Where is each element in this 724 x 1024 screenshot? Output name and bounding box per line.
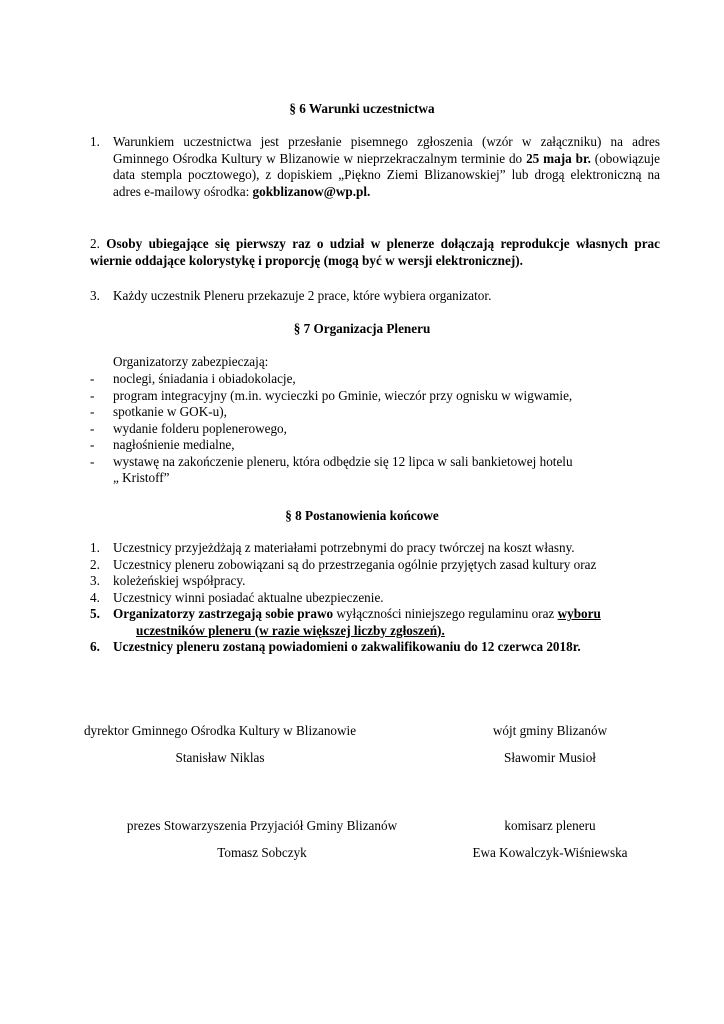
s6-email: gokblizanow@wp.pl. [252, 183, 371, 199]
dash-bullet: - [90, 371, 95, 386]
dash-bullet: - [90, 453, 95, 469]
dash-bullet: - [90, 404, 95, 419]
item-number: 4. [90, 589, 100, 605]
list-item-text: spotkanie w GOK-u), [113, 404, 227, 419]
dash-bullet: - [90, 387, 95, 403]
item-number: 1. [90, 540, 100, 555]
list-item [90, 590, 670, 607]
s6-item-1-number: 1. [90, 134, 100, 149]
s6-deadline: 25 maja br. [526, 150, 591, 166]
item-number: 5. [90, 606, 100, 621]
section-8-heading: § 8 Postanowienia końcowe [285, 508, 439, 523]
list-item [90, 639, 670, 656]
list-item [90, 421, 660, 438]
s6-item-1-text-b: (obowiązuje data stempla pocztowego), z dopiskiem „Piękno Ziemi Blizanowskiej” lub drogą elektroniczną na adres e-mailowy ośrodka: [113, 150, 660, 199]
item-5-bold-text: Organizatorzy zastrzegają sobie prawo [113, 606, 334, 621]
signature-president-role: prezes Stowarzyszenia Przyjaciół Gminy Blizanów [126, 818, 398, 833]
list-item-text: nagłośnienie medialne, [113, 437, 235, 452]
list-item [90, 371, 660, 388]
s6-item-2 [90, 236, 660, 269]
list-item-text: noclegi, śniadania i obiadokolacje, [113, 371, 296, 386]
item-5-underlined-text: wyboru [557, 606, 601, 621]
list-item-text: wystawę na zakończenie pleneru, która odbędzie się 12 lipca w sali bankietowej hotelu [113, 453, 573, 469]
item-number: 6. [90, 639, 100, 654]
s6-item-3-text: Każdy uczestnik Pleneru przekazuje 2 prace, które wybiera organizator. [113, 288, 492, 303]
item-number: 2. [90, 556, 100, 572]
list-item [90, 454, 660, 487]
list-item [90, 404, 660, 421]
signature-president-name: Tomasz Sobczyk [217, 845, 307, 860]
list-item [90, 540, 670, 557]
item-5-normal-text: wyłączności niniejszego regulaminu oraz [333, 606, 558, 621]
list-item [90, 573, 670, 590]
list-item-text: program integracyjny (m.in. wycieczki po Gminie, wieczór przy ognisku w wigwamie, [113, 387, 573, 403]
s6-item-1-text [113, 134, 660, 200]
item-5-continuation: uczestników pleneru (w razie większej liczby zgłoszeń). [136, 622, 445, 638]
s6-item-2-text: Osoby ubiegające się pierwszy raz o udział w plenerze dołączają reprodukcje własnych prac wiernie oddające kolorystykę i proporcję (mogą być w wersji elektronicznej). [90, 236, 661, 268]
signature-commissioner-name: Ewa Kowalczyk-Wiśniewska [472, 845, 628, 860]
list-item [90, 388, 660, 405]
s7-list [90, 371, 660, 487]
signature-director-role: dyrektor Gminnego Ośrodka Kultury w Blizanowie [83, 723, 357, 738]
section-7-heading: § 7 Organizacja Pleneru [293, 321, 431, 336]
s6-item-1 [90, 134, 660, 200]
item-text: Uczestnicy przyjeżdżają z materiałami potrzebnymi do pracy twórczej na koszt własny. [113, 540, 575, 555]
list-item [90, 437, 660, 454]
s6-item-2-number: 2. [90, 236, 100, 251]
s7-intro: Organizatorzy zabezpieczają: [113, 354, 269, 369]
item-number: 3. [90, 573, 100, 588]
signature-director-name: Stanisław Niklas [175, 750, 265, 765]
list-item-text: wydanie folderu poplenerowego, [113, 420, 287, 436]
signature-mayor-role: wójt gminy Blizanów [492, 723, 608, 738]
list-item [90, 606, 670, 639]
item-text: Uczestnicy pleneru zobowiązani są do przestrzegania ogólnie przyjętych zasad kultury oraz [113, 556, 597, 572]
list-item-continuation: „ Kristoff” [113, 470, 170, 485]
s6-item-3 [90, 288, 660, 305]
signature-mayor-name: Sławomir Musioł [504, 750, 596, 765]
list-item [90, 557, 670, 574]
section-6-heading: § 6 Warunki uczestnictwa [289, 101, 435, 116]
s6-item-1-text-a: Warunkiem uczestnictwa jest przesłanie pisemnego zgłoszenia (wzór w załączniku) na adres Gminnego Ośrodka Kultury w Blizanowie w nieprzekraczalnym terminie do [113, 134, 660, 166]
s8-list [90, 540, 670, 656]
item-text: koleżeńskiej współpracy. [113, 573, 246, 588]
dash-bullet: - [90, 437, 95, 452]
signature-commissioner-role: komisarz pleneru [504, 818, 596, 833]
s6-item-3-number: 3. [90, 288, 100, 303]
item-6-text: Uczestnicy pleneru zostaną powiadomieni o zakwalifikowaniu do 12 czerwca 2018r. [113, 639, 581, 654]
dash-bullet: - [90, 420, 95, 436]
item-text: Uczestnicy winni posiadać aktualne ubezpieczenie. [113, 589, 384, 605]
